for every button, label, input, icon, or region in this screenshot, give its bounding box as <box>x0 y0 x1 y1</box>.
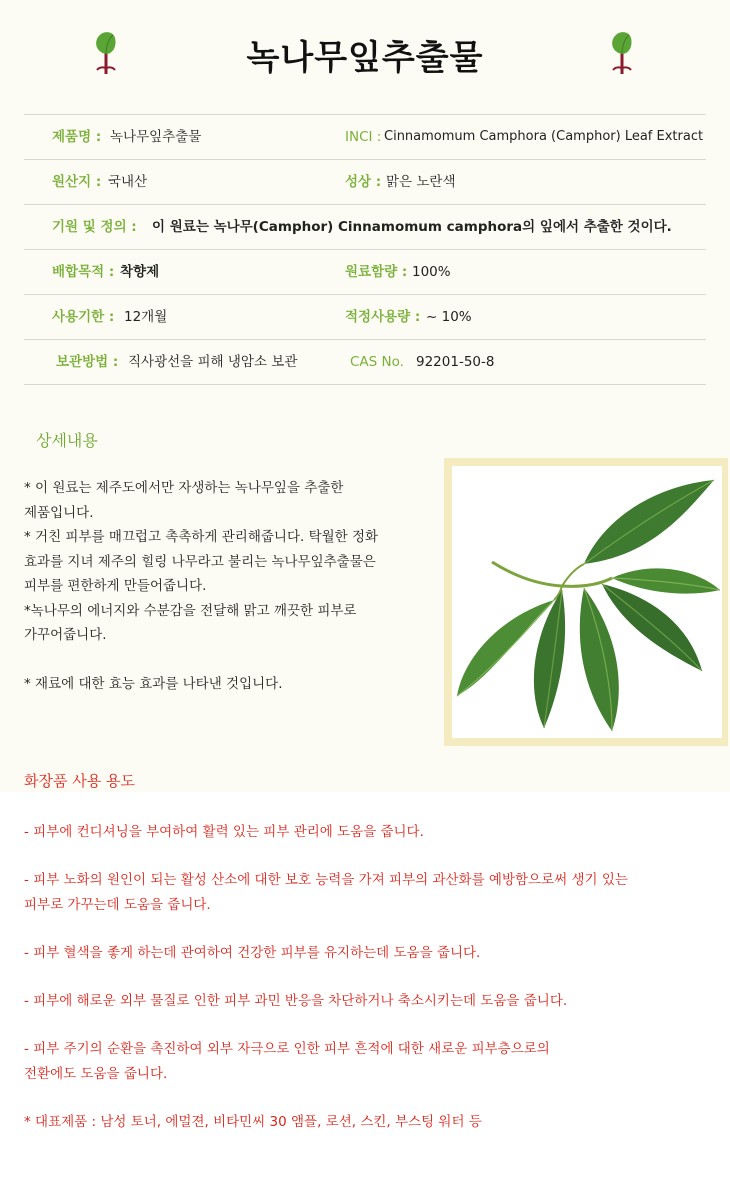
product-name-label: 제품명 : <box>52 129 102 145</box>
origin-value: 국내산 <box>108 174 148 190</box>
appearance-value: 맑은 노란색 <box>386 174 456 190</box>
storage-label: 보관방법 : <box>56 354 119 370</box>
camphor-leaf-image <box>452 466 722 738</box>
usage-line: 피부로 가꾸는데 도움을 줍니다. <box>24 897 211 913</box>
usage-line: - 피부 혈색을 좋게 하는데 관여하여 건강한 피부를 유지하는데 도움을 줍니다. <box>24 945 481 961</box>
detail-line: 가꾸어줍니다. <box>24 627 107 643</box>
usage-line: - 피부 노화의 원인이 되는 활성 산소에 대한 보호 능력을 가져 피부의 과산화를 예방함으로써 생기 있는 <box>24 872 628 888</box>
detail-line: *녹나무의 에너지와 수분감을 전달해 맑고 깨끗한 피부로 <box>24 602 357 619</box>
cas-value: 92201-50-8 <box>416 354 495 370</box>
info-row <box>24 249 706 294</box>
purpose-label: 배합목적 : <box>52 264 115 280</box>
definition-label: 기원 및 정의 : <box>52 219 137 235</box>
usage-text <box>24 820 720 1158</box>
spacer <box>24 648 429 673</box>
detail-line: 피부를 편한하게 만들어줍니다. <box>24 578 207 594</box>
inci-value: Cinnamomum Camphora (Camphor) Leaf Extract <box>384 129 704 144</box>
appearance-label: 성상 : <box>345 174 382 190</box>
cas-label: CAS No. <box>350 354 404 370</box>
info-row <box>24 204 706 249</box>
info-row <box>24 159 706 204</box>
page-title: 녹나무잎추출물 <box>246 38 484 78</box>
detail-line: * 재료에 대한 효능 효과를 나타낸 것입니다. <box>24 676 283 692</box>
usage-line: * 대표제품 : 남성 토너, 에멀젼, 비타민씨 30 앰플, 로션, 스킨, 부스팅 워터 등 <box>24 1114 482 1130</box>
detail-line: 제품입니다. <box>24 504 94 521</box>
usage-line: - 피부에 컨디셔닝을 부여하여 활력 있는 피부 관리에 도움을 줍니다. <box>24 824 424 840</box>
usage-line: 전환에도 도움을 줍니다. <box>24 1066 168 1082</box>
info-row <box>24 114 706 159</box>
purpose-value: 착향제 <box>120 264 160 280</box>
usage-amount-value: ~ 10% <box>426 309 472 325</box>
usage-heading: 화장품 사용 용도 <box>24 772 135 790</box>
usage-amount-label: 적정사용량 : <box>345 309 421 325</box>
content-label: 원료함량 : <box>345 264 408 280</box>
usage-line: - 피부 주기의 순환을 촉진하여 외부 자극으로 인한 피부 흔적에 대한 새로운 피부층으로의 <box>24 1041 550 1057</box>
detail-line: 효과를 지녀 제주의 힐링 나무라고 불리는 녹나무잎추출물은 <box>24 553 376 570</box>
definition-value: 이 원료는 녹나무(Camphor) Cinnamomum camphora의 잎에서 추출한 것이다. <box>152 219 672 235</box>
detail-line: * 거친 피부를 매끄럽고 촉촉하게 관리해줍니다. 탁월한 정화 <box>24 529 379 545</box>
content-value: 100% <box>412 264 451 280</box>
info-row <box>24 294 706 339</box>
ingredient-info-table <box>24 114 706 385</box>
detail-line: * 이 원료는 제주도에서만 자생하는 녹나무잎을 추출한 <box>24 480 344 496</box>
product-name-value: 녹나무잎추출물 <box>110 129 202 145</box>
info-row <box>24 339 706 385</box>
inci-label: INCI : <box>345 129 382 145</box>
origin-label: 원산지 : <box>52 174 102 190</box>
expiry-label: 사용기한 : <box>52 309 115 325</box>
detail-text <box>24 476 429 697</box>
usage-line: - 피부에 해로운 외부 물질로 인한 피부 과민 반응을 차단하거나 축소시키는데 도움을 줍니다. <box>24 993 568 1009</box>
detail-heading: 상세내용 <box>36 431 98 450</box>
expiry-value: 12개월 <box>124 309 168 325</box>
storage-value: 직사광선을 피해 냉암소 보관 <box>128 354 298 370</box>
